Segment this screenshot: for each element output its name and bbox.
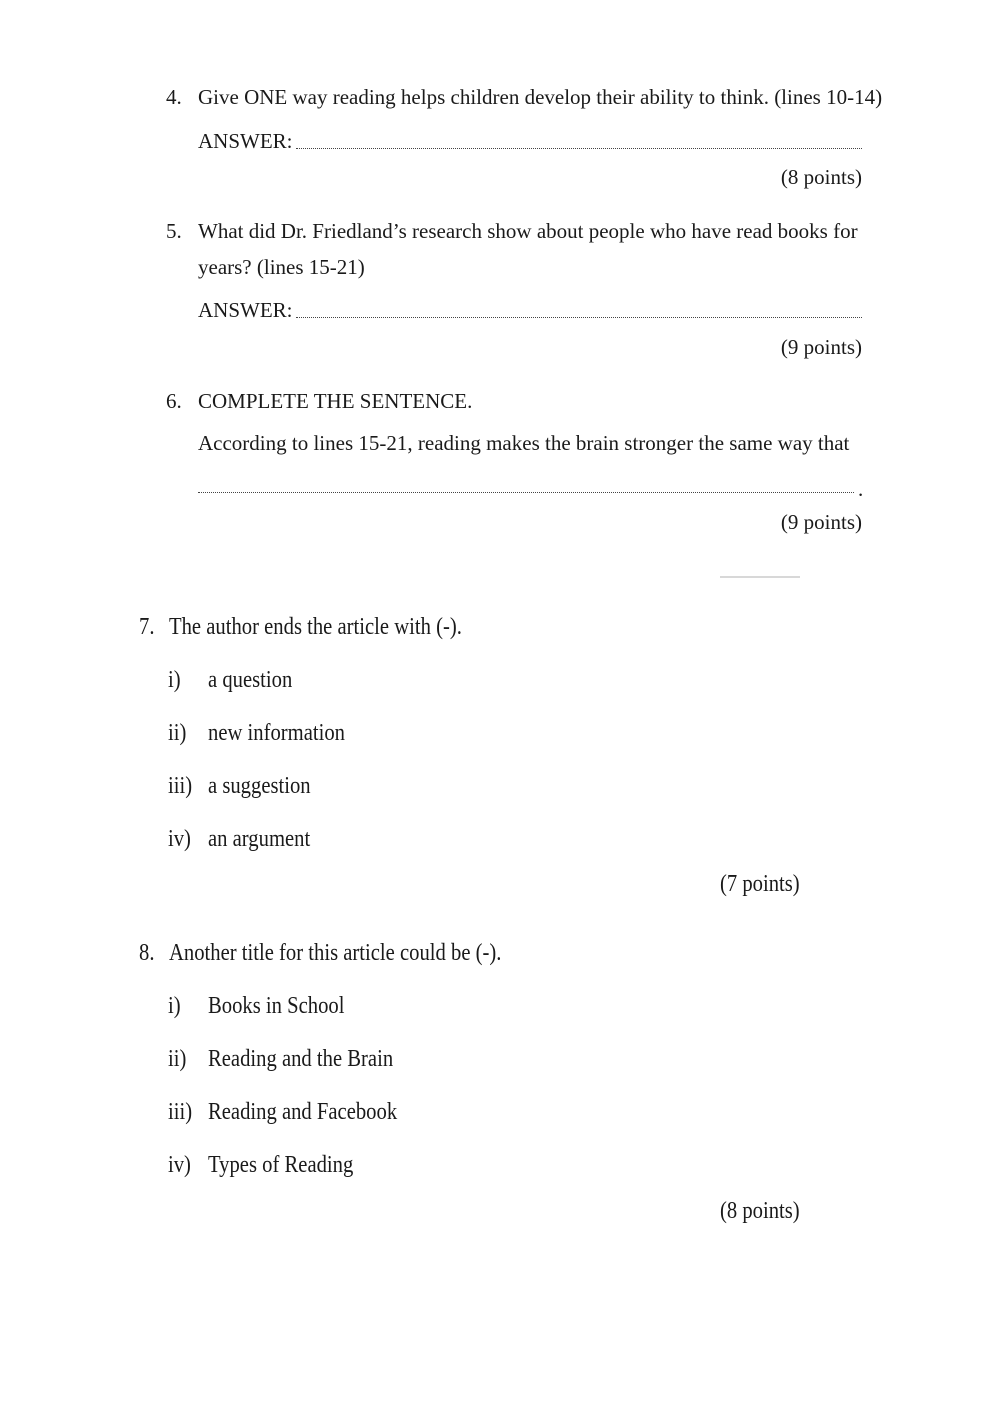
- question-5-number: 5.: [166, 219, 182, 243]
- question-8-text: Another title for this article could be (-).: [169, 940, 502, 966]
- question-7-text: The author ends the article with (-).: [169, 614, 462, 640]
- question-7-option-label: ii): [168, 720, 187, 746]
- question-8-option-label: i): [168, 993, 181, 1019]
- question-8-option-text[interactable]: Reading and the Brain: [208, 1046, 394, 1072]
- question-8-option-label: iii): [168, 1099, 193, 1125]
- question-4-answer-line[interactable]: [296, 148, 862, 149]
- scan-mark: [720, 576, 800, 578]
- question-8-number: 8.: [139, 940, 155, 966]
- question-5-text-line2: years? (lines 15-21): [198, 255, 365, 279]
- question-8-option-text[interactable]: Reading and Facebook: [208, 1099, 398, 1125]
- question-4-points: (8 points): [780, 165, 862, 189]
- question-7-option-text[interactable]: a suggestion: [208, 773, 311, 799]
- question-6-text: According to lines 15-21, reading makes the brain stronger the same way that: [198, 431, 850, 455]
- question-5-answer-label: ANSWER:: [198, 298, 293, 322]
- question-5-text-line1: What did Dr. Friedland’s research show about people who have read books for: [198, 219, 858, 243]
- question-7-number: 7.: [139, 614, 155, 640]
- question-5-answer-line[interactable]: [296, 317, 862, 318]
- question-8-option-label: ii): [168, 1046, 187, 1072]
- question-8-option-text[interactable]: Books in School: [208, 993, 345, 1019]
- question-8-option-label: iv): [168, 1152, 191, 1178]
- question-8-points: (8 points): [720, 1198, 800, 1224]
- question-4-number: 4.: [166, 85, 182, 109]
- question-7-option-label: i): [168, 667, 181, 693]
- question-6-end-mark: .: [858, 477, 864, 501]
- question-4-text: Give ONE way reading helps children develop their ability to think. (lines 10-14): [198, 85, 883, 109]
- question-7-option-text[interactable]: new information: [208, 720, 345, 746]
- question-6-answer-line[interactable]: [198, 492, 854, 493]
- question-7-option-label: iii): [168, 773, 193, 799]
- question-8-option-text[interactable]: Types of Reading: [208, 1152, 354, 1178]
- question-6-heading: COMPLETE THE SENTENCE.: [198, 389, 473, 413]
- question-5-points: (9 points): [780, 335, 862, 359]
- question-4-answer-label: ANSWER:: [198, 129, 293, 153]
- question-6-points: (9 points): [780, 510, 862, 534]
- question-7-option-text[interactable]: an argument: [208, 826, 311, 852]
- question-7-points: (7 points): [720, 871, 800, 897]
- question-7-option-label: iv): [168, 826, 191, 852]
- question-7-option-text[interactable]: a question: [208, 667, 293, 693]
- question-6-number: 6.: [166, 389, 182, 413]
